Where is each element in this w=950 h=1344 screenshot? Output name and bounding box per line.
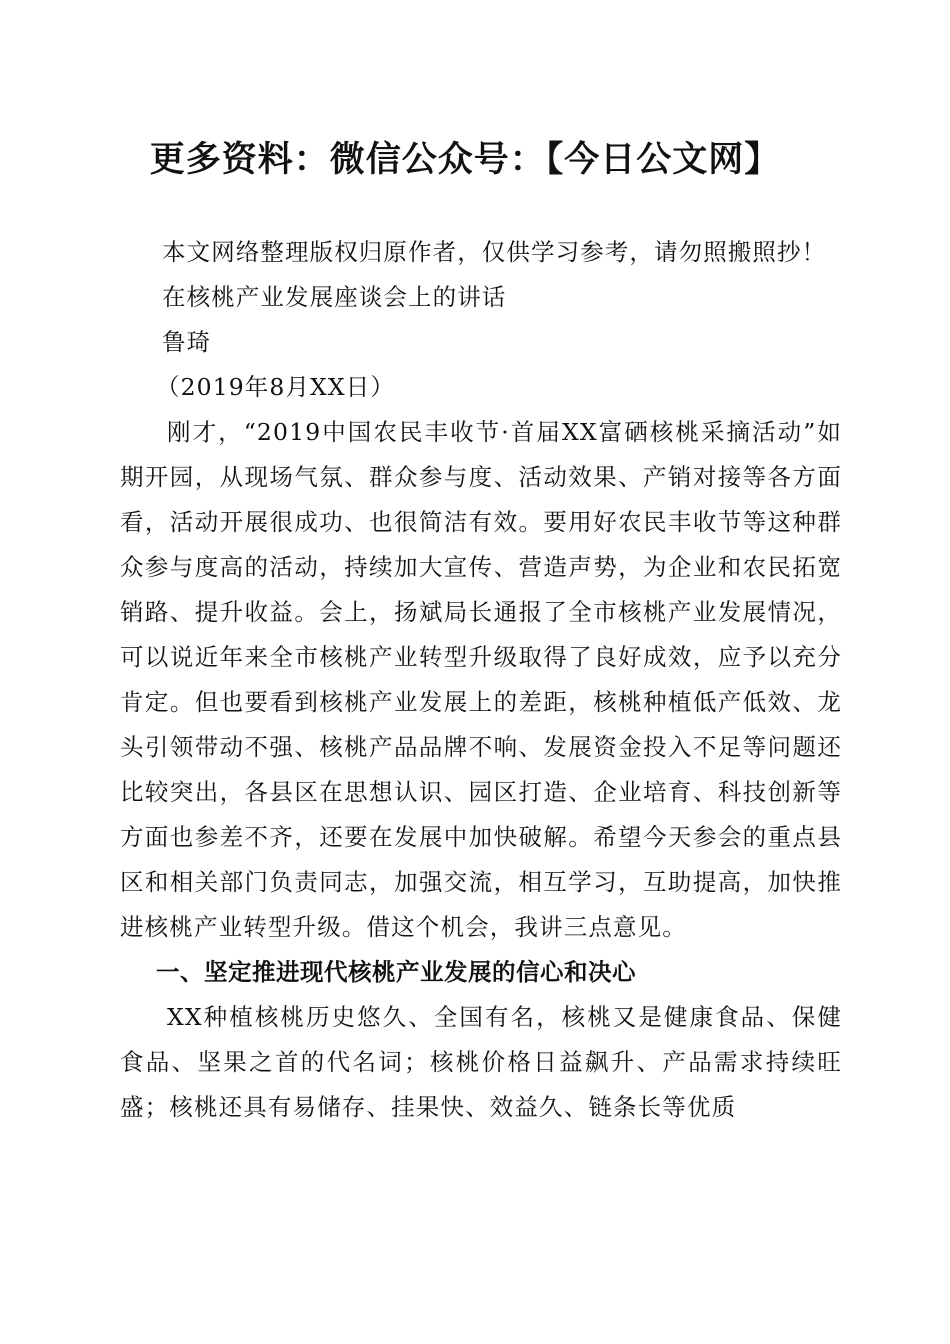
body-paragraph: XX种植核桃历史悠久、全国有名，核桃又是健康食品、保健食品、坚果之首的代名词；核桃价格日益飙升、产品需求持续旺盛；核桃还具有易储存、挂果快、效益久、链条长等优质 (120, 1003, 842, 1121)
body-paragraph: 刚才，“2019中国农民丰收节·首届XX富硒核桃采摘活动”如期开园，从现场气氛、群众参与度、活动效果、产销对接等各方面看，活动开展很成功、也很简洁有效。要用好农民丰收节等这种群众参与度高的活动，持续加大宣传、营造声势，为企业和农民拓宽销路、提升收益。会上，扬斌局长通报了全市核桃产业发展情况，可以说近年来全市核桃产业转型升级取得了良好成效，应予以充分肯定。但也要看到核桃产业发展上的差距，核桃种植低产低效、龙头引领带动不强、核桃产品品牌不响、发展资金投入不足等问题还比较突出，各县区在思想认识、园区打造、企业培育、科技创新等方面也参差不齐，还要在发展中加快破解。希望今天参会的重点县区和相关部门负责同志，加强交流，相互学习，互助提高，加快推进核桃产业转型升级。借这个机会，我讲三点意见。 (120, 418, 842, 941)
section-heading: 一、坚定推进现代核桃产业发展的信心和决心 (156, 958, 636, 986)
speech-title: 在核桃产业发展座谈会上的讲话 (162, 283, 507, 311)
speech-date: （2019年8月XX日） (156, 373, 395, 401)
disclaimer-line: 本文网络整理版权归原作者，仅供学习参考，请勿照搬照抄！ (162, 238, 827, 266)
document-body (120, 230, 842, 1130)
author-name: 鲁琦 (162, 328, 212, 356)
promo-title: 更多资料：微信公众号：【今日公文网】 (149, 139, 781, 180)
